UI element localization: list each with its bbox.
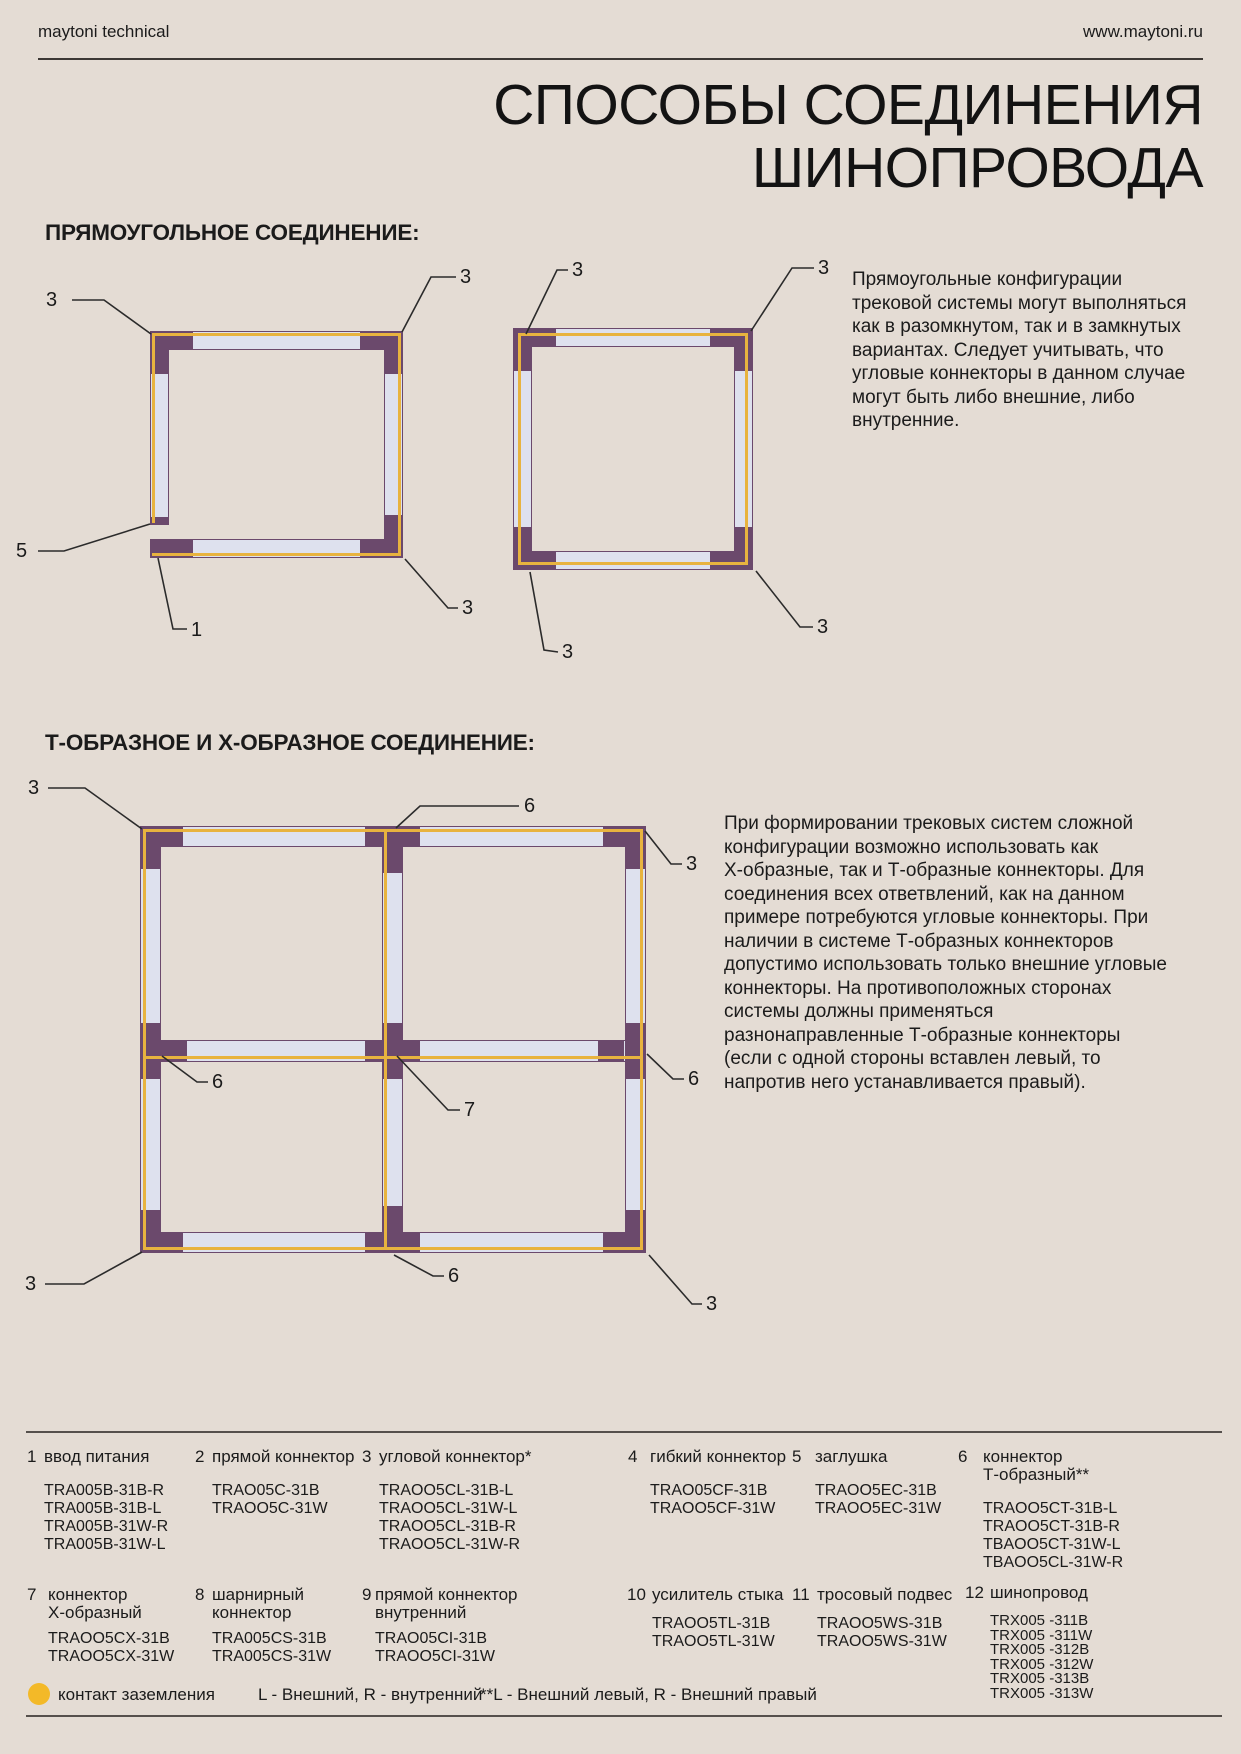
page-title: [493, 74, 1203, 200]
callout-corner: 3: [706, 1293, 718, 1315]
paragraph-line: Х-образные, так и Т-образные коннекторы. Для: [724, 860, 1145, 881]
part-item-9: [362, 1586, 517, 1666]
callout-corner: 3: [460, 266, 472, 288]
paragraph-line: примере потребуются угловые коннекторы. При: [724, 907, 1149, 928]
paragraph-line: конфигурации возможно использовать как: [724, 836, 1099, 858]
part-number: 5: [792, 1447, 802, 1466]
part-label: шинопровод: [990, 1583, 1088, 1602]
part-item-4: [628, 1448, 786, 1518]
part-codes: TRAO05C-31B TRAOO5C-31W: [212, 1482, 328, 1517]
part-codes: TRAOO5CT-31B-L TRAOO5CT-31B-R TBAOO5CT-31W-L TBAOO5CL-31W-R: [983, 1500, 1124, 1571]
paragraph-line: трековой системы могут выполняться: [852, 292, 1187, 314]
part-codes: TRAOO5CX-31B TRAOO5CX-31W: [48, 1630, 175, 1665]
site-url: www.maytoni.ru: [1083, 22, 1203, 41]
part-item-12: [965, 1584, 1093, 1702]
tx-paragraph: [724, 812, 1167, 1094]
part-number: 2: [195, 1447, 205, 1466]
paragraph-line: вариантах. Следует учитывать, что: [852, 339, 1164, 361]
callout-corner: 3: [817, 616, 829, 638]
part-number: 8: [195, 1585, 205, 1604]
paragraph-line: угловые коннекторы в данном случае: [852, 363, 1186, 384]
part-number: 10: [627, 1585, 646, 1604]
ground-contact-line: [518, 333, 748, 565]
diagram-t-x-grid: [140, 826, 646, 1253]
brand-text: maytoni technical: [38, 22, 170, 41]
callout-corner: 3: [462, 597, 474, 619]
part-item-5: [792, 1448, 941, 1518]
diagram-rectangular-closed: [513, 328, 753, 570]
part-number: 1: [27, 1447, 37, 1466]
part-number: 9: [362, 1585, 372, 1604]
ground-contact-line: [152, 333, 401, 336]
part-number: 4: [628, 1447, 638, 1466]
part-label: усилитель стыка: [652, 1585, 784, 1604]
ground-contact-line: [152, 333, 155, 523]
part-number: 11: [792, 1585, 810, 1604]
header-rule: [38, 58, 1203, 60]
part-codes: TRAOO5CL-31B-L TRAOO5CL-31W-L TRAOO5CL-31B-R TRAOO5CL-31W-R: [379, 1482, 521, 1553]
paragraph-line: При формировании трековых систем сложной: [724, 813, 1134, 834]
part-label: ввод питания: [44, 1447, 150, 1466]
part-number: 12: [965, 1583, 984, 1602]
part-codes: TRAOO5EC-31B TRAOO5EC-31W: [815, 1482, 942, 1517]
page-title-line1: СПОСОБЫ СОЕДИНЕНИЯ: [493, 73, 1203, 137]
paragraph-line: могут быть либо внешние, либо: [852, 386, 1135, 408]
paragraph-line: Прямоугольные конфигурации: [852, 269, 1123, 290]
part-codes: TRA005CS-31B TRA005CS-31W: [212, 1630, 332, 1665]
part-label: прямой коннектор внутренний: [375, 1585, 518, 1622]
paragraph-line: соединения всех ответвлений, как на данном: [724, 883, 1125, 905]
part-item-8: [195, 1586, 331, 1666]
part-item-11: [792, 1586, 952, 1651]
part-label: заглушка: [815, 1447, 888, 1466]
ground-contact-line: [144, 1056, 642, 1059]
paragraph-line: коннекторы. На противоположных сторонах: [724, 977, 1112, 999]
part-codes: TRAO05CF-31B TRAOO5CF-31W: [650, 1482, 776, 1517]
rect-paragraph: [852, 268, 1186, 433]
part-label: коннектор Х-образный: [48, 1585, 142, 1622]
legend-note-lr-external: **L - Внешний левый, R - Внешний правый: [480, 1685, 817, 1704]
section-rect-heading: ПРЯМОУГОЛЬНОЕ СОЕДИНЕНИЕ:: [45, 220, 420, 245]
ground-contact-line: [398, 333, 401, 556]
legend-ground-label: контакт заземления: [58, 1685, 215, 1704]
part-number: 6: [958, 1447, 968, 1466]
paragraph-line: напротив него устанавливается правый).: [724, 1071, 1086, 1093]
callout-corner: 3: [25, 1273, 37, 1295]
part-codes: TRA005B-31B-R TRA005B-31B-L TRA005B-31W-R TRA005B-31W-L: [44, 1482, 169, 1553]
part-label: гибкий коннектор: [650, 1447, 787, 1466]
part-label: тросовый подвес: [817, 1585, 953, 1604]
ground-contact-line: [384, 830, 387, 1249]
callout-power-input: 1: [191, 619, 203, 641]
section-tx-heading: Т-ОБРАЗНОЕ И Х-ОБРАЗНОЕ СОЕДИНЕНИЕ:: [45, 730, 535, 755]
part-codes: TRAOO5TL-31B TRAOO5TL-31W: [652, 1615, 775, 1650]
paragraph-line: допустимо использовать только внешние угловые: [724, 954, 1168, 975]
callout-t-connector: 6: [688, 1068, 700, 1090]
part-label: прямой коннектор: [212, 1447, 355, 1466]
part-codes: TRAOO5WS-31B TRAOO5WS-31W: [817, 1615, 947, 1650]
callout-corner: 3: [46, 289, 58, 311]
paragraph-line: наличии в системе Т-образных коннекторов: [724, 930, 1114, 952]
ground-contact-line: [143, 829, 643, 1250]
part-codes: TRAO05CI-31B TRAOO5CI-31W: [375, 1630, 496, 1665]
callout-corner: 3: [562, 641, 574, 663]
ground-contact-line: [152, 553, 401, 556]
callout-corner: 3: [686, 853, 698, 875]
part-item-3: [362, 1448, 531, 1554]
part-item-10: [627, 1586, 783, 1651]
paragraph-line: разнонаправленные Т-образные коннекторы: [724, 1024, 1121, 1046]
paragraph-line: как в разомкнутом, так и в замкнутых: [852, 316, 1181, 337]
table-bottom-rule: [26, 1715, 1222, 1717]
part-item-7: [27, 1586, 174, 1666]
callout-end-cap: 5: [16, 540, 28, 562]
part-number: 3: [362, 1447, 372, 1466]
table-top-rule: [26, 1431, 1222, 1433]
callout-t-connector: 6: [524, 795, 536, 817]
paragraph-line: внутренние.: [852, 410, 960, 431]
legend-note-lr: L - Внешний, R - внутренний: [258, 1685, 483, 1704]
part-label: шарнирный коннектор: [212, 1585, 304, 1622]
part-item-2: [195, 1448, 354, 1518]
callout-corner: 3: [572, 259, 584, 281]
callout-t-connector: 6: [448, 1265, 460, 1287]
part-item-1: [27, 1448, 168, 1554]
part-label: коннектор Т-образный**: [983, 1447, 1090, 1484]
part-codes: TRX005 -311B TRX005 -311W TRX005 -312B TRX005 -312W TRX005 -313B TRX005 -313W: [990, 1612, 1094, 1702]
callout-x-connector: 7: [464, 1099, 476, 1121]
page-title-line2: ШИНОПРОВОДА: [751, 136, 1203, 200]
part-item-6: [958, 1448, 1123, 1572]
paragraph-line: (если с одной стороны вставлен левый, то: [724, 1048, 1101, 1069]
diagram-rectangular-open: [150, 331, 403, 558]
part-label: угловой коннектор*: [379, 1447, 532, 1466]
callout-corner: 3: [818, 257, 830, 279]
callout-t-connector: 6: [212, 1071, 224, 1093]
ground-contact-icon: [28, 1683, 50, 1705]
part-number: 7: [27, 1585, 37, 1604]
paragraph-line: системы должны применяться: [724, 1001, 994, 1022]
callout-corner: 3: [28, 777, 40, 799]
